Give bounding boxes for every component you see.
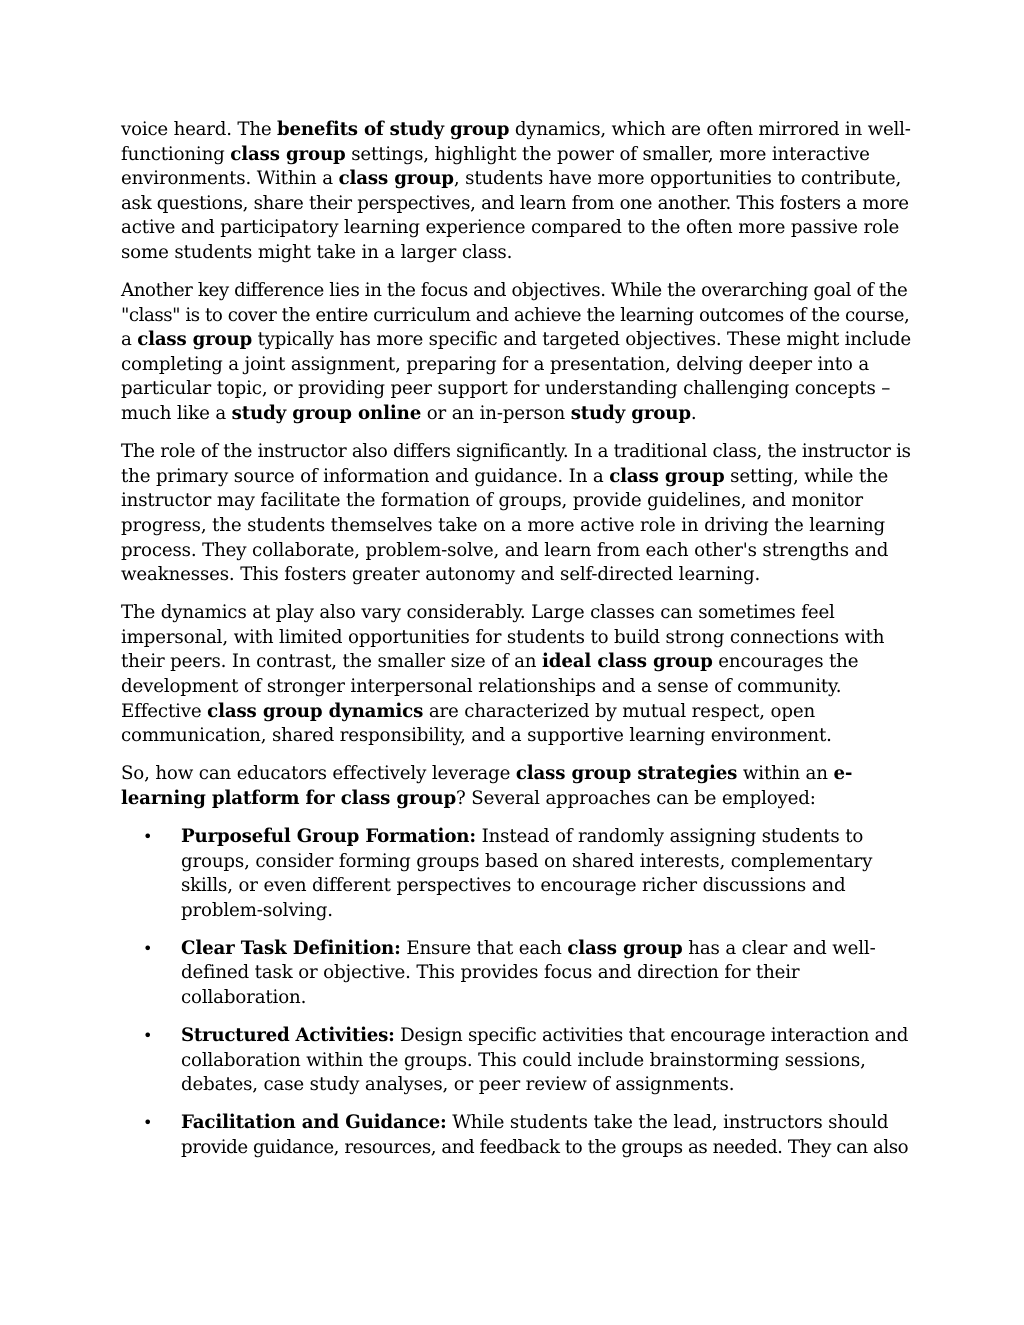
text-line — [121, 279, 911, 304]
text-line — [121, 402, 911, 427]
text-run: "class" is to cover the entire curriculum and achieve the learning outcomes of the course, — [121, 304, 910, 326]
text-line — [121, 514, 911, 539]
text-line — [181, 986, 911, 1011]
text-run: settings, highlight the power of smaller, more interactive — [345, 143, 870, 165]
text-run: or an in-person — [421, 403, 571, 425]
text-run: provide guidance, resources, and feedback to the groups as needed. They can also — [181, 1136, 909, 1158]
bold-phrase: class group — [338, 168, 454, 190]
text-line — [121, 675, 911, 700]
text-line — [121, 192, 911, 217]
paragraph — [121, 440, 911, 588]
text-run: skills, or even different perspectives to encourage richer discussions and — [181, 875, 846, 897]
text-run: progress, the students themselves take on a more active role in driving the learning — [121, 514, 886, 536]
text-run: ? Several approaches can be employed: — [456, 787, 816, 809]
text-line — [181, 874, 911, 899]
text-line — [121, 563, 911, 588]
bold-phrase: class group — [609, 465, 725, 487]
text-line — [121, 626, 911, 651]
text-run: groups, consider forming groups based on shared interests, complementary — [181, 850, 873, 872]
text-run: Effective — [121, 700, 208, 722]
text-line — [121, 650, 911, 675]
text-line — [121, 167, 911, 192]
text-line — [181, 825, 911, 850]
text-line — [121, 440, 911, 465]
text-run: , students have more opportunities to contribute, — [453, 168, 902, 190]
text-run: has a clear and well- — [682, 937, 876, 959]
text-line — [121, 465, 911, 490]
text-run: are characterized by mutual respect, open — [423, 700, 816, 722]
text-run: So, how can educators effectively leverage — [121, 763, 516, 785]
text-line — [181, 1111, 911, 1136]
text-run: encourages the — [712, 651, 859, 673]
text-run: Design specific activities that encourage interaction and — [394, 1025, 909, 1047]
bold-phrase: class group — [567, 937, 683, 959]
text-run: ask questions, share their perspectives, and learn from one another. This fosters a more — [121, 192, 909, 214]
text-run: collaboration. — [181, 987, 307, 1008]
text-run: While students take the lead, instructors should — [446, 1112, 889, 1134]
text-run: Ensure that each — [400, 937, 568, 959]
text-run: collaboration within the groups. This could include brainstorming sessions, — [181, 1049, 866, 1071]
text-line — [121, 216, 911, 241]
text-line — [181, 1049, 911, 1074]
text-line — [121, 601, 911, 626]
text-run: voice heard. The — [121, 119, 277, 140]
text-run: active and participatory learning experience compared to the often more passive role — [121, 217, 900, 239]
text-run: the primary source of information and guidance. In a — [121, 465, 610, 487]
paragraph — [121, 762, 911, 811]
text-line — [181, 899, 911, 924]
bold-phrase: Purposeful Group Formation: — [181, 825, 476, 847]
text-line — [121, 304, 911, 329]
text-run: weaknesses. This fosters greater autonomy and self-directed learning. — [121, 564, 761, 586]
text-line — [121, 787, 911, 812]
paragraph-list — [121, 118, 911, 811]
text-line — [121, 539, 911, 564]
bullet-item — [121, 937, 911, 1011]
text-run: process. They collaborate, problem-solve, and learn from each other's strengths and — [121, 539, 889, 561]
text-run: some students might take in a larger class. — [121, 241, 513, 263]
text-run: The dynamics at play also vary considerably. Large classes can sometimes feel — [121, 602, 835, 624]
text-run: much like a — [121, 403, 232, 425]
text-run: development of stronger interpersonal relationships and a sense of community. — [121, 675, 842, 697]
text-run: setting, while the — [724, 465, 889, 487]
text-line — [181, 961, 911, 986]
text-run: Another key difference lies in the focus and objectives. While the overarching goal of the — [121, 280, 908, 302]
text-run: within an — [737, 763, 834, 785]
text-run: . — [690, 403, 697, 425]
bullet-list — [121, 825, 911, 1161]
text-run: communication, shared responsibility, and a supportive learning environment. — [121, 725, 832, 747]
bold-phrase: e- — [833, 763, 853, 785]
text-line — [181, 937, 911, 962]
bold-phrase: class group strategies — [515, 763, 738, 785]
text-line — [121, 700, 911, 725]
text-line — [121, 724, 911, 749]
bold-phrase: class group dynamics — [207, 700, 424, 722]
text-line — [181, 850, 911, 875]
text-line — [181, 1024, 911, 1049]
text-run: defined task or objective. This provides focus and direction for their — [181, 962, 800, 984]
text-run: instructor may facilitate the formation of groups, provide guidelines, and monitor — [121, 490, 863, 512]
paragraph — [121, 279, 911, 427]
text-run: typically has more specific and targeted objectives. These might include — [251, 329, 911, 351]
bold-phrase: Structured Activities: — [181, 1025, 395, 1047]
text-run: impersonal, with limited opportunities for students to build strong connections with — [121, 626, 885, 648]
bold-phrase: class group — [230, 143, 346, 165]
text-run: completing a joint assignment, preparing for a presentation, delving deeper into a — [121, 353, 870, 375]
text-line — [121, 241, 911, 266]
text-line — [121, 328, 911, 353]
bold-phrase: benefits of study group — [276, 119, 510, 140]
bullet-dot-icon: • — [143, 1026, 153, 1046]
bullet-item — [121, 1024, 911, 1098]
bold-phrase: ideal class group — [542, 651, 713, 673]
bold-phrase: class group — [137, 329, 252, 351]
text-run: a — [121, 329, 138, 351]
bold-phrase: Clear Task Definition: — [181, 937, 401, 959]
bold-phrase: Facilitation and Guidance: — [181, 1112, 447, 1134]
bold-phrase: study group online — [231, 403, 422, 425]
document-body — [121, 118, 911, 1174]
text-line — [121, 143, 911, 168]
bold-phrase: study group — [570, 403, 691, 425]
text-run: problem-solving. — [181, 899, 333, 921]
paragraph — [121, 601, 911, 749]
bullet-dot-icon: • — [143, 826, 153, 846]
text-run: particular topic, or providing peer support for understanding challenging concepts – — [121, 378, 891, 400]
bullet-item — [121, 825, 911, 923]
text-run: environments. Within a — [121, 168, 339, 190]
text-line — [181, 1136, 911, 1161]
text-line — [121, 762, 911, 787]
text-line — [121, 118, 911, 143]
bullet-dot-icon: • — [143, 938, 153, 958]
bold-phrase: learning platform for class group — [121, 787, 457, 809]
bullet-dot-icon: • — [143, 1113, 153, 1133]
text-line — [181, 1073, 911, 1098]
text-line — [121, 489, 911, 514]
text-run: debates, case study analyses, or peer review of assignments. — [181, 1074, 735, 1096]
text-run: Instead of randomly assigning students to — [475, 825, 864, 847]
text-run: their peers. In contrast, the smaller size of an — [121, 651, 543, 673]
text-line — [121, 353, 911, 378]
paragraph — [121, 118, 911, 266]
bullet-item — [121, 1111, 911, 1160]
text-run: functioning — [121, 143, 231, 165]
text-line — [121, 377, 911, 402]
text-run: dynamics, which are often mirrored in well- — [509, 119, 911, 140]
text-run: The role of the instructor also differs significantly. In a traditional class, the instructor is — [121, 441, 911, 463]
